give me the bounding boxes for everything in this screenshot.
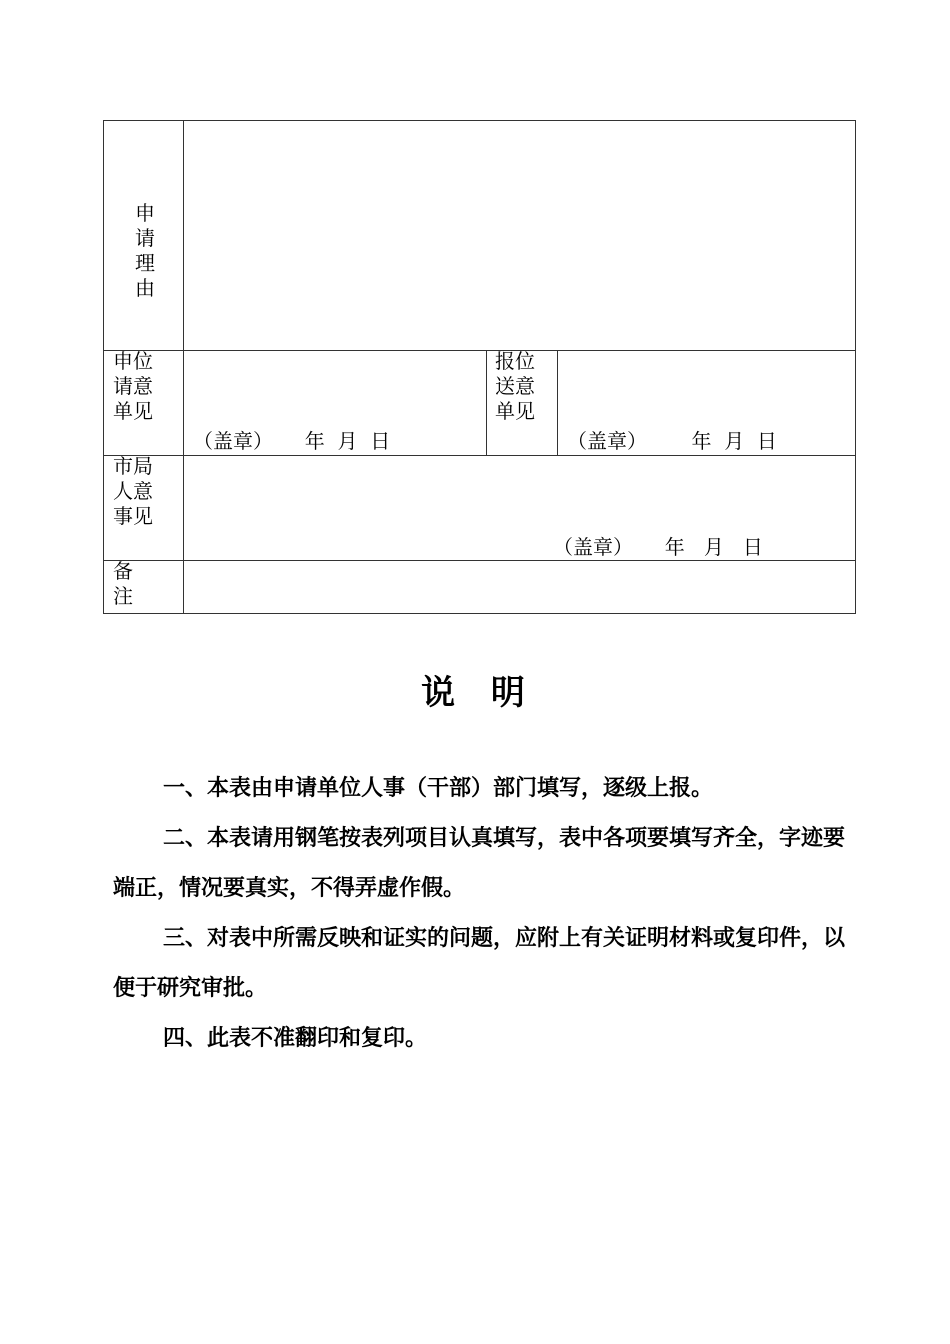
city-bureau-seal-date: （盖章） 年 月 日 — [553, 535, 763, 559]
row-divider-bureau-opinion — [104, 560, 855, 561]
instruction-item: 一、本表由申请单位人事（干部）部门填写，逐级上报。 — [163, 776, 714, 801]
approval-form-table — [103, 120, 856, 614]
reporting-unit-seal-date: （盖章） 年 月 日 — [567, 429, 777, 453]
reason-label: 申请理由 — [135, 201, 155, 300]
row-divider-unit-opinion — [104, 455, 855, 456]
reporting-unit-right-divider — [557, 350, 558, 455]
applicant-unit-seal-date: （盖章） 年 月 日 — [193, 429, 391, 453]
reporting-unit-label: 报位 送意 单见 — [495, 349, 535, 423]
label-column-divider — [183, 121, 184, 613]
remarks-field[interactable] — [185, 562, 854, 613]
row-divider-reason — [104, 350, 855, 351]
instruction-item: 三、对表中所需反映和证实的问题，应附上有关证明材料或复印件，以便于研究审批。 — [113, 926, 846, 1001]
reporting-unit-left-divider — [486, 350, 487, 455]
instruction-item: 四、此表不准翻印和复印。 — [163, 1026, 428, 1051]
instructions-list — [113, 764, 853, 1064]
remarks-label: 备 注 — [113, 559, 133, 608]
city-bureau-label: 市局 人意 事见 — [113, 454, 153, 528]
reason-field[interactable] — [185, 122, 854, 349]
applicant-unit-label: 申位 请意 单见 — [113, 349, 153, 423]
instruction-item: 二、本表请用钢笔按表列项目认真填写，表中各项要填写齐全，字迹要端正，情况要真实，不得弄虚作假。 — [113, 826, 846, 901]
instructions-title: 说 明 — [421, 673, 529, 713]
